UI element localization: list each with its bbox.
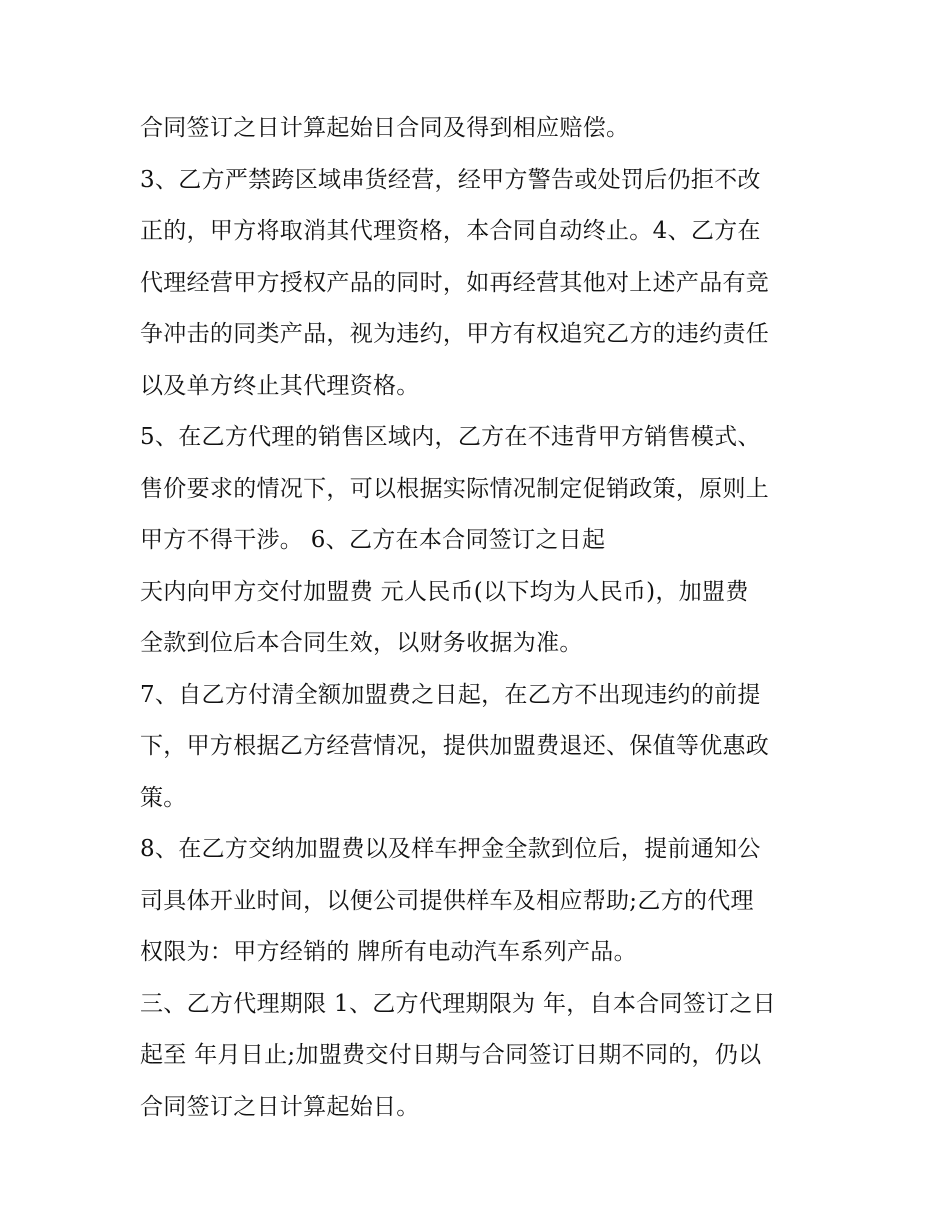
text-line: 全款到位后本合同生效，以财务收据为准。 — [140, 630, 583, 656]
text-line: 合同签订之日计算起始日。 — [140, 1093, 420, 1120]
text-line: 司具体开业时间，以便公司提供样车及相应帮助;乙方的代理 — [140, 887, 754, 914]
text-line: 三、乙方代理期限 1、乙方代理期限为 年，自本合同签订之日 — [140, 990, 776, 1017]
text-line: 3、乙方严禁跨区域串货经营，经甲方警告或处罚后仍拒不改 — [140, 166, 761, 193]
text-line: 策。 — [140, 784, 187, 811]
text-line: 合同签订之日计算起始日合同及得到相应赔偿。 — [140, 115, 630, 141]
contract-text-body — [140, 103, 830, 1133]
text-line: 代理经营甲方授权产品的同时，如再经营其他对上述产品有竞 — [140, 269, 770, 296]
text-line: 争冲击的同类产品，视为违约，甲方有权追究乙方的违约责任 — [140, 321, 770, 347]
text-line: 天内向甲方交付加盟费 元人民币(以下均为人民币)，加盟费 — [140, 578, 749, 605]
text-line: 甲方不得干涉。 6、乙方在本合同签订之日起 — [140, 527, 606, 553]
text-line: 8、在乙方交纳加盟费以及样车押金全款到位后，提前通知公 — [140, 836, 761, 862]
text-line: 正的，甲方将取消其代理资格，本合同自动终止。4、乙方在 — [140, 218, 761, 244]
text-line: 5、在乙方代理的销售区域内，乙方在不违背甲方销售模式、 — [140, 424, 761, 450]
text-line: 下，甲方根据乙方经营情况，提供加盟费退还、保值等优惠政 — [140, 733, 770, 759]
text-line: 权限为：甲方经销的 牌所有电动汽车系列产品。 — [140, 939, 637, 965]
text-line: 以及单方终止其代理资格。 — [140, 372, 420, 399]
text-line: 售价要求的情况下，可以根据实际情况制定促销政策，原则上 — [140, 475, 770, 502]
text-line: 7、自乙方付清全额加盟费之日起，在乙方不出现违约的前提 — [140, 681, 761, 708]
text-line: 起至 年月日止;加盟费交付日期与合同签订日期不同的，仍以 — [140, 1042, 762, 1068]
